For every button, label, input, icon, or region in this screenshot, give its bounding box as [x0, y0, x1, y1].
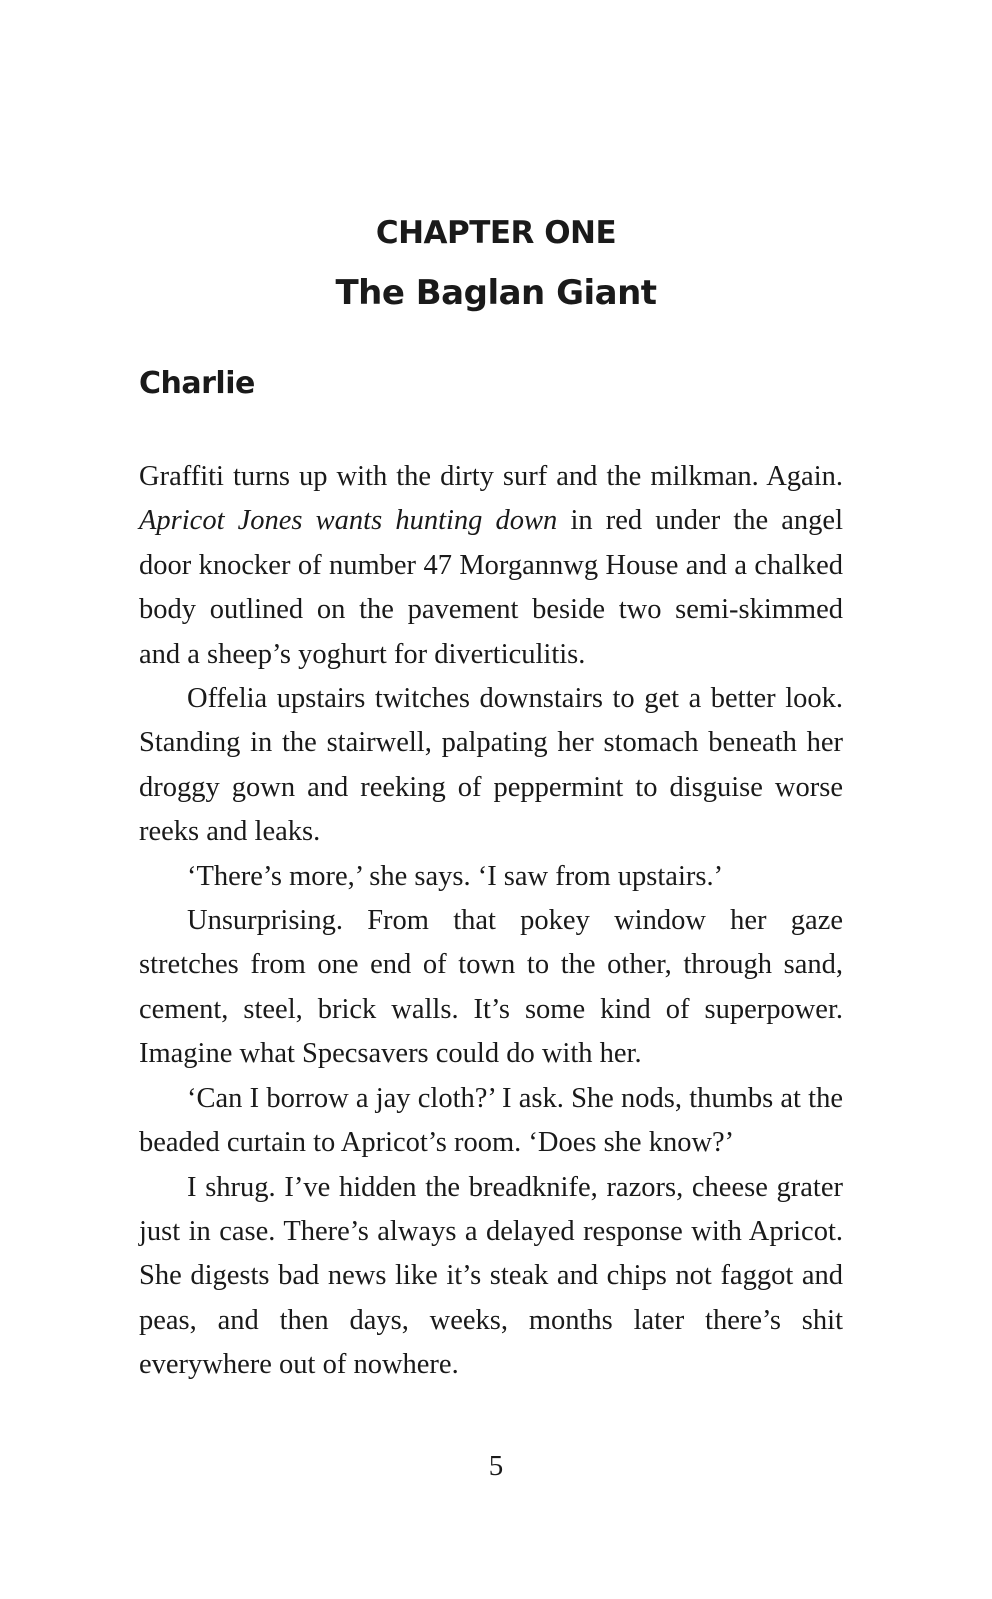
chapter-number: CHAPTER ONE — [375, 215, 617, 251]
paragraph: Offelia upstairs twitches downstairs to get a better look. Standing in the stairwell, palpating her stomach beneath her droggy gown and reeking of peppermint to disguise worse reeks and leaks. — [139, 683, 843, 848]
paragraph-text: Graffiti turns up with the dirty surf and the milkman. Again. — [139, 461, 843, 492]
italic-graffiti-text: Apricot Jones wants hunting down — [139, 505, 558, 537]
paragraph: ‘Can I borrow a jay cloth?’ I ask. She nods, thumbs at the beaded curtain to Apricot’s room. ‘Does she know?’ — [139, 1082, 843, 1159]
paragraph: Unsurprising. From that pokey window her gaze stretches from one end of town to the other, through sand, cement, steel, brick walls. It’s some kind of superpower. Imagine what Specsavers could do with her. — [139, 905, 843, 1070]
paragraph: ‘There’s more,’ she says. ‘I saw from upstairs.’ — [187, 860, 724, 892]
paragraph — [139, 455, 843, 677]
page-number: 5 — [488, 1450, 504, 1482]
body-text — [139, 455, 843, 1388]
pov-heading: Charlie — [139, 366, 255, 401]
chapter-title: The Baglan Giant — [335, 273, 657, 313]
paragraph: I shrug. I’ve hidden the breadknife, razors, cheese grater just in case. There’s always a delayed response with Apricot. She digests bad news like it’s steak and chips not faggot and peas, and then days, weeks, months later there’s shit everywhere out of nowhere. — [139, 1171, 843, 1381]
paragraph-text: in red under the angel door knocker of number 47 Morgannwg House and a chalked body outlined on the pavement beside two semi-skimmed and a sheep’s yoghurt for diverticulitis. — [139, 505, 843, 670]
